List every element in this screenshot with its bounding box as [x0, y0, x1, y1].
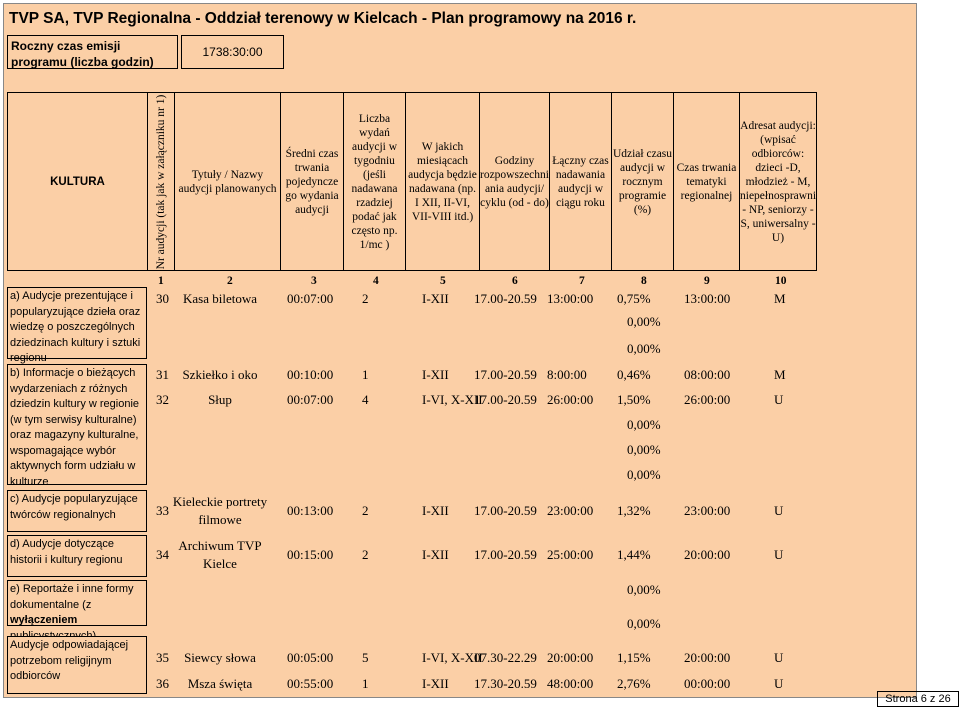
laczny-header: Łączny czas nadawania audycji w ciągu roku [550, 93, 612, 271]
cell-miesiace: I-XII [422, 367, 449, 382]
table-row [4, 538, 784, 571]
zero-percent: 0,00% [627, 442, 661, 457]
cell-tematyki: 13:00:00 [684, 291, 731, 306]
cell-udzial: 1,44% [617, 547, 651, 562]
cell-godziny: 17.00-20.59 [474, 547, 537, 562]
cell-sredni: 00:07:00 [287, 291, 334, 306]
column-number: 9 [704, 275, 710, 287]
cell-laczny: 13:00:00 [547, 291, 594, 306]
cell-miesiace: I-XII [422, 547, 449, 562]
cell-nr: 32 [156, 392, 169, 407]
cell-tytul: Msza święta [187, 676, 253, 691]
cell-laczny: 26:00:00 [547, 392, 594, 407]
table-row [4, 676, 784, 696]
column-number: 7 [579, 275, 585, 287]
cell-sredni: 00:05:00 [287, 650, 334, 665]
zero-percent: 0,00% [627, 417, 661, 432]
cell-sredni: 00:55:00 [287, 676, 334, 691]
cell-sredni: 00:07:00 [287, 392, 334, 407]
category-c: c) Audycje popularyzujące twórców regionalnych [7, 490, 147, 532]
cell-tytul: Kasa biletowa [182, 291, 257, 306]
column-number: 8 [641, 275, 647, 287]
cell-godziny: 07.30-22.29 [474, 650, 537, 665]
cell-miesiace: I-XII [422, 503, 449, 518]
cell-sredni: 00:15:00 [287, 547, 334, 562]
header-table [7, 92, 817, 271]
cell-adresat: M [774, 291, 786, 306]
cell-miesiace: I-XII [422, 676, 449, 691]
table-row [4, 494, 784, 527]
zero-percent: 0,00% [627, 341, 661, 356]
cell-godziny: 17.30-20.59 [474, 676, 537, 691]
tytuly-header: Tytuły / Nazwy audycji planowanych [175, 93, 281, 271]
cell-adresat: U [774, 392, 784, 407]
cell-nr: 36 [156, 676, 169, 691]
cell-liczba: 5 [362, 650, 369, 665]
nr-header: Nr audycji (tak jak w załączniku nr 1) [148, 93, 175, 271]
adresat-header: Adresat audycji: (wpisać odbiorców: dzieci -D, młodzież - M, niepełnosprawni - NP, seniorzy - S, uniwersalny - U) [740, 93, 817, 271]
table-row [4, 392, 784, 412]
cell-udzial: 1,32% [617, 503, 651, 518]
cell-tematyki: 20:00:00 [684, 547, 731, 562]
cell-udzial: 0,46% [617, 367, 651, 382]
cell-liczba: 1 [362, 367, 369, 382]
cell-udzial: 1,15% [617, 650, 651, 665]
cell-godziny: 17.00-20.59 [474, 503, 537, 518]
runtime-label: Roczny czas emisji programu (liczba godzin) [7, 35, 178, 69]
zero-percent: 0,00% [627, 616, 661, 631]
miesiace-header: W jakich miesiącach audycja będzie nadawana (np. I XII, II-VI, VII-VIII itd.) [406, 93, 480, 271]
runtime-value: 1738:30:00 [181, 35, 284, 69]
cell-udzial: 0,75% [617, 291, 651, 306]
cell-liczba: 2 [362, 503, 369, 518]
zero-percent: 0,00% [627, 314, 661, 329]
column-number: 10 [775, 275, 787, 287]
cell-godziny: 17.00-20.59 [474, 291, 537, 306]
cell-nr: 35 [156, 650, 169, 665]
column-number: 3 [311, 275, 317, 287]
cell-adresat: M [774, 367, 786, 382]
cell-tematyki: 00:00:00 [684, 676, 731, 691]
cell-laczny: 20:00:00 [547, 650, 594, 665]
category-d: d) Audycje dotyczące historii i kultury regionu [7, 535, 147, 577]
category-e: e) Reportaże i inne formy dokumentalne (z wyłączeniem [7, 580, 147, 626]
cell-tematyki: 23:00:00 [684, 503, 731, 518]
liczba-header: Liczba wydań audycji w tygodniu (jeśli nadawana rzadziej podać jak często np. 1/mc ) [344, 93, 406, 271]
column-number: 4 [373, 275, 379, 287]
zero-percent: 0,00% [627, 467, 661, 482]
kultura-header: KULTURA [8, 93, 148, 271]
cell-liczba: 1 [362, 676, 369, 691]
cell-tytul: Kieleckie portrety filmowe [172, 494, 268, 527]
cell-miesiace: I-XII [422, 291, 449, 306]
cell-nr: 30 [156, 291, 169, 306]
table-row [4, 291, 786, 311]
cell-adresat: U [774, 503, 784, 518]
cell-tytul: Siewcy słowa [184, 650, 256, 665]
cell-tematyki: 20:00:00 [684, 650, 731, 665]
cell-godziny: 17.00-20.59 [474, 367, 537, 382]
sredni-header: Średni czas trwania pojedyncze go wydania audycji [281, 93, 344, 271]
column-number: 2 [227, 275, 233, 287]
sheet [3, 3, 917, 698]
udzial-header: Udział czasu audycji w rocznym programie (%) [612, 93, 674, 271]
cell-nr: 34 [156, 547, 169, 562]
cell-adresat: U [774, 676, 784, 691]
category-b: b) Informacje o bieżących wydarzeniach z różnych dziedzin kultury w regionie (w tym serwisy kulturalne) oraz magazyny kulturalne, wspomagające wybór aktywnych form udziału w kulturze [7, 364, 147, 485]
cell-laczny: 23:00:00 [547, 503, 594, 518]
cell-tematyki: 08:00:00 [684, 367, 731, 382]
cell-liczba: 2 [362, 291, 369, 306]
cell-laczny: 25:00:00 [547, 547, 594, 562]
column-number: 1 [158, 275, 164, 287]
cell-laczny: 8:00:00 [547, 367, 587, 382]
tematyki-header: Czas trwania tematyki regionalnej [674, 93, 740, 271]
cell-adresat: U [774, 547, 784, 562]
godziny-header: Godziny rozpowszechni ania audycji/ cyklu (od - do) [480, 93, 550, 271]
cell-tytul: Słup [208, 392, 232, 407]
cell-nr: 33 [156, 503, 169, 518]
cell-adresat: U [774, 650, 784, 665]
cell-tytul: Szkiełko i oko [182, 367, 258, 382]
cell-udzial: 1,50% [617, 392, 651, 407]
column-number: 6 [512, 275, 518, 287]
cell-sredni: 00:13:00 [287, 503, 334, 518]
column-number: 5 [440, 275, 446, 287]
cell-laczny: 48:00:00 [547, 676, 594, 691]
cell-liczba: 4 [362, 392, 369, 407]
cell-tematyki: 26:00:00 [684, 392, 731, 407]
table-row [4, 650, 784, 670]
page-footer: Strona 6 z 26 [877, 691, 959, 707]
category-a: a) Audycje prezentujące i popularyzujące dzieła oraz wiedzę o poszczególnych dziedzinach kultury i sztuki regionu [7, 287, 147, 359]
cell-sredni: 00:10:00 [287, 367, 334, 382]
cell-nr: 31 [156, 367, 169, 382]
table-row [4, 367, 786, 387]
cell-miesiace: I-VI, X-XII [422, 650, 483, 665]
zero-percent: 0,00% [627, 582, 661, 597]
cell-godziny: 17.00-20.59 [474, 392, 537, 407]
cell-miesiace: I-VI, X-XII [422, 392, 483, 407]
category-religious: Audycje odpowiadającej potrzebom religijnym odbiorców [7, 636, 147, 694]
cell-liczba: 2 [362, 547, 369, 562]
cell-udzial: 2,76% [617, 676, 651, 691]
page-title: TVP SA, TVP Regionalna - Oddział terenowy w Kielcach - Plan programowy na 2016 r. [9, 10, 637, 27]
cell-tytul: Archiwum TVP Kielce [178, 538, 262, 571]
